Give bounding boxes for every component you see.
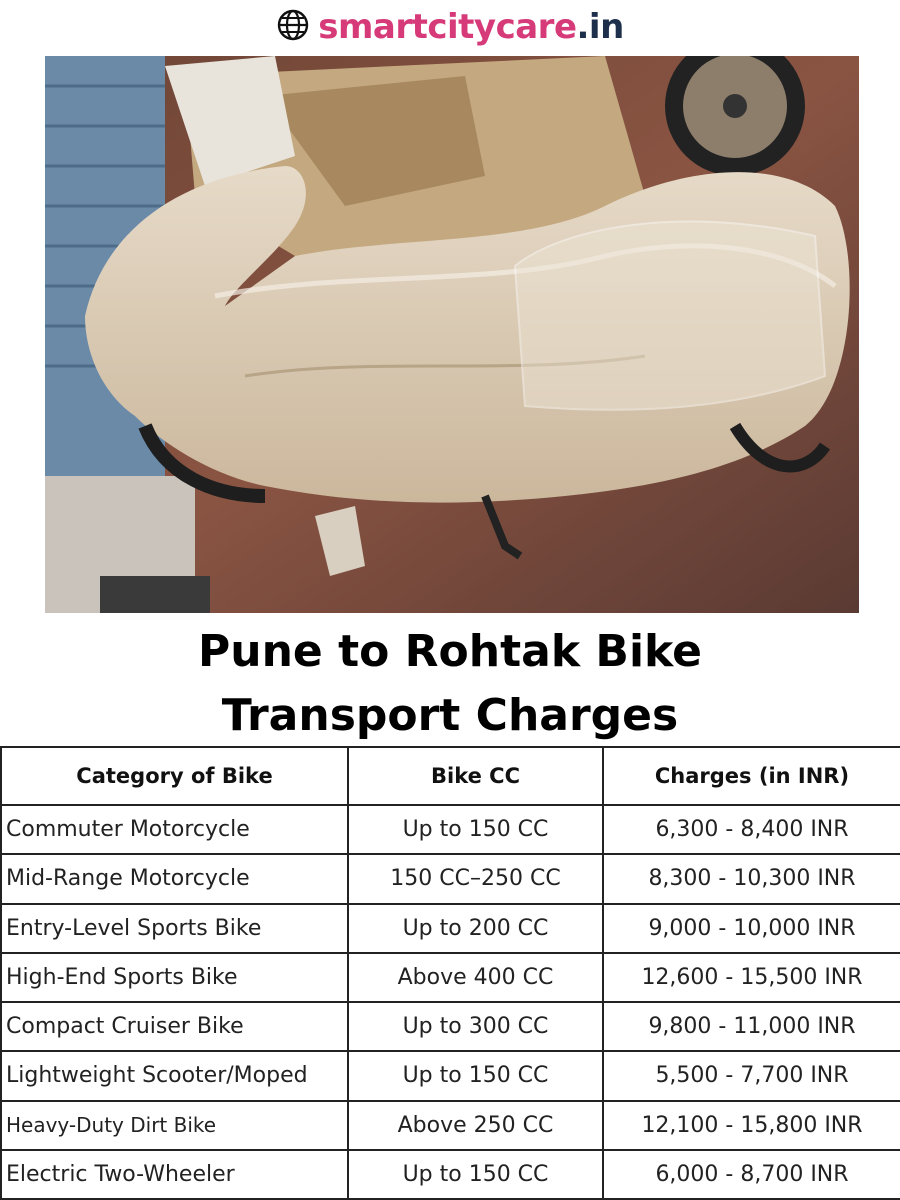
cell-charges: 6,000 - 8,700 INR bbox=[603, 1150, 900, 1199]
page-title-line2: Transport Charges bbox=[221, 690, 679, 741]
table-row bbox=[1, 1002, 900, 1051]
table-row bbox=[1, 854, 900, 903]
cell-category: Electric Two-Wheeler bbox=[1, 1150, 348, 1199]
cell-charges: 12,600 - 15,500 INR bbox=[603, 953, 900, 1002]
cell-bike-cc: Up to 200 CC bbox=[348, 904, 603, 953]
cell-bike-cc: Up to 150 CC bbox=[348, 1150, 603, 1199]
cell-bike-cc: Up to 150 CC bbox=[348, 805, 603, 854]
cell-charges: 9,000 - 10,000 INR bbox=[603, 904, 900, 953]
cell-category: Mid-Range Motorcycle bbox=[1, 854, 348, 903]
brand-name[interactable] bbox=[318, 7, 624, 47]
cell-category: Commuter Motorcycle bbox=[1, 805, 348, 854]
cell-category: Lightweight Scooter/Moped bbox=[1, 1051, 348, 1100]
table-row bbox=[1, 1150, 900, 1199]
brand-header bbox=[0, 4, 900, 50]
cell-bike-cc: Up to 150 CC bbox=[348, 1051, 603, 1100]
header-category: Category of Bike bbox=[1, 747, 348, 805]
page-title bbox=[0, 620, 900, 748]
table-row bbox=[1, 805, 900, 854]
globe-icon bbox=[276, 8, 310, 46]
cell-charges: 6,300 - 8,400 INR bbox=[603, 805, 900, 854]
header-charges: Charges (in INR) bbox=[603, 747, 900, 805]
page-title-line1: Pune to Rohtak Bike bbox=[198, 626, 702, 677]
cell-bike-cc: Above 250 CC bbox=[348, 1101, 603, 1150]
cell-category: High-End Sports Bike bbox=[1, 953, 348, 1002]
cell-bike-cc: 150 CC–250 CC bbox=[348, 854, 603, 903]
cell-charges: 5,500 - 7,700 INR bbox=[603, 1051, 900, 1100]
table-row bbox=[1, 1101, 900, 1150]
cell-charges: 12,100 - 15,800 INR bbox=[603, 1101, 900, 1150]
table-header-row bbox=[1, 747, 900, 805]
cell-category: Entry-Level Sports Bike bbox=[1, 904, 348, 953]
table-row bbox=[1, 904, 900, 953]
cell-category: Compact Cruiser Bike bbox=[1, 1002, 348, 1051]
bike-photo bbox=[45, 56, 859, 613]
cell-bike-cc: Up to 300 CC bbox=[348, 1002, 603, 1051]
cell-charges: 9,800 - 11,000 INR bbox=[603, 1002, 900, 1051]
brand-name-tld: .in bbox=[576, 7, 624, 47]
brand-name-main: smartcitycare bbox=[318, 7, 577, 47]
table-row bbox=[1, 953, 900, 1002]
charges-table bbox=[0, 746, 900, 1200]
cell-category: Heavy-Duty Dirt Bike bbox=[1, 1101, 348, 1150]
header-bike-cc: Bike CC bbox=[348, 747, 603, 805]
cell-charges: 8,300 - 10,300 INR bbox=[603, 854, 900, 903]
cell-bike-cc: Above 400 CC bbox=[348, 953, 603, 1002]
table-row bbox=[1, 1051, 900, 1100]
